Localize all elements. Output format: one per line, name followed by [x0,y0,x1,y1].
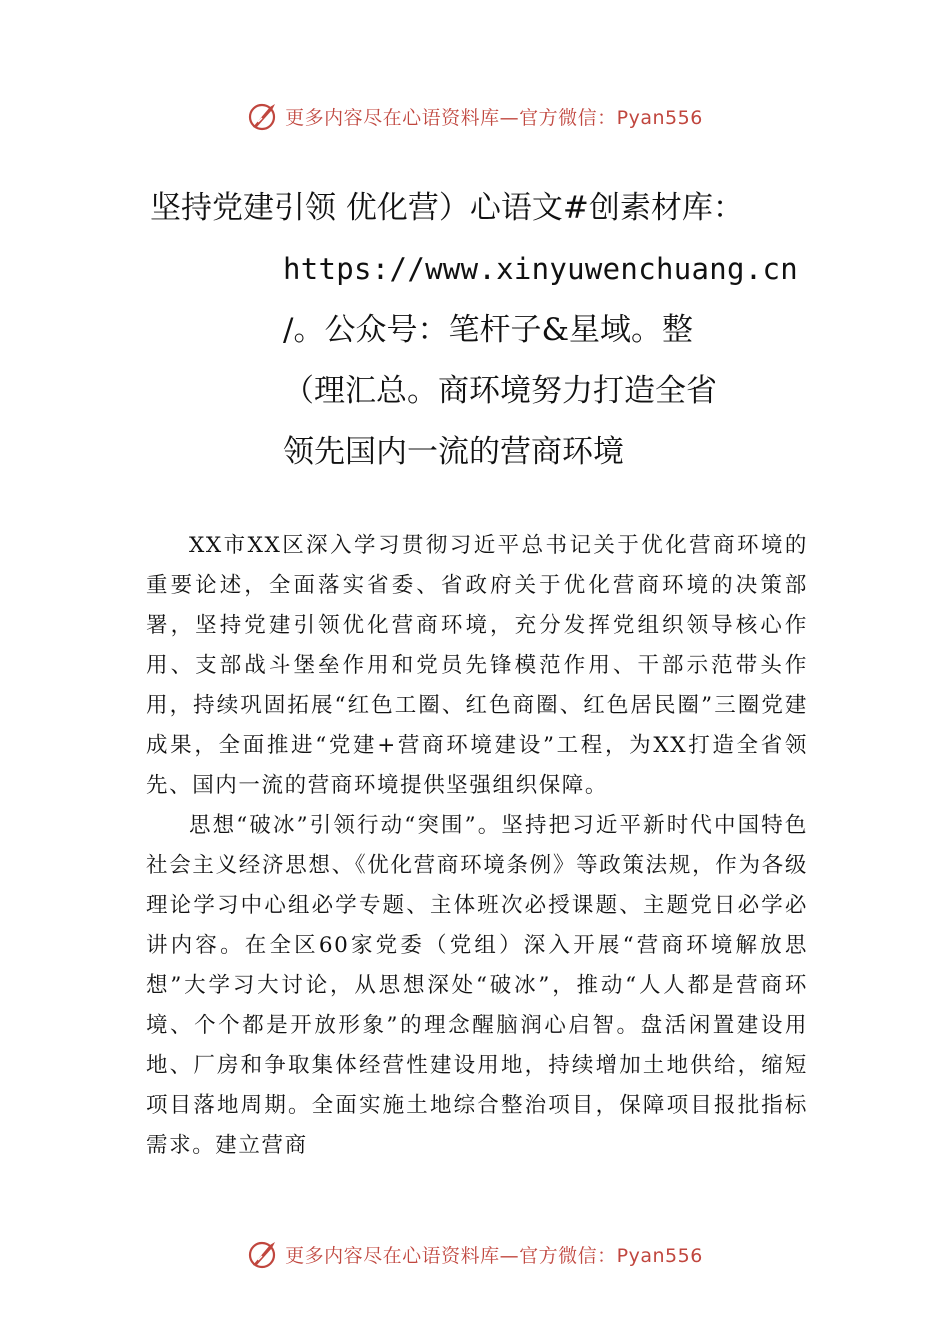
quill-logo-icon [247,100,279,132]
title-line-3: /。公众号：笔杆子&星域。整 [283,312,694,348]
body-paragraph-2: 思想“破冰”引领行动“突围”。坚持把习近平新时代中国特色社会主义经济思想、《优化营商环境条例》等政策法规，作为各级理论学习中心组必学专题、主体班次必授课题、主题党日必学必讲内容。在全区60家党委（党组）深入开展“营商环境解放思想”大学习大讨论，从思想深处“破冰”，推动“人人都是营商环境、个个都是开放形象”的理念醒脑润心启智。盘活闲置建设用地、厂房和争取集体经营性建设用地，持续增加土地供给，缩短项目落地周期。全面实施土地综合整治项目，保障项目报批指标需求。建立营商 [146,813,808,1158]
title-line-1: 坚持党建引领 优化营）心语文#创素材库： [150,190,744,226]
body-paragraph-1: XX市XX区深入学习贯彻习近平总书记关于优化营商环境的重要论述，全面落实省委、省政府关于优化营商环境的决策部署，坚持党建引领优化营商环境，充分发挥党组织领导核心作用、支部战斗堡垒作用和党员先锋模范作用、干部示范带头作用，持续巩固拓展“红色工圈、红色商圈、红色居民圈”三圈党建成果，全面推进“党建+营商环境建设”工程，为XX打造全省领先、国内一流的营商环境提供坚强组织保障。 [146,533,808,798]
document-title [150,178,830,483]
footer-watermark-banner [0,1234,950,1274]
title-line-4: （理汇总。商环境努力打造全省 [283,373,717,409]
header-watermark-text: 更多内容尽在心语资料库—官方微信：Pyan556 [285,106,703,129]
title-line-2-url: https://www.xinyuwenchuang.cn [283,252,799,286]
quill-logo-icon [247,1238,279,1270]
footer-watermark-text: 更多内容尽在心语资料库—官方微信：Pyan556 [285,1244,703,1267]
document-body [146,526,808,1166]
header-watermark-banner [0,96,950,136]
title-line-5: 领先国内一流的营商环境 [283,434,624,470]
